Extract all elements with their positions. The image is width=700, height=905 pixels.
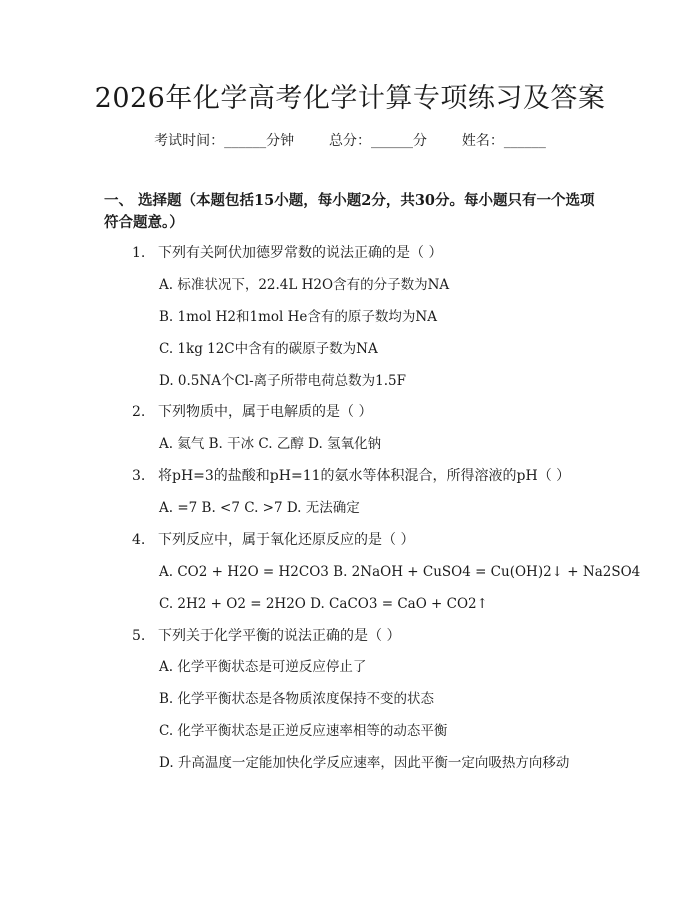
question-3-options: A. =7 B. <7 C. >7 D. 无法确定 [159,500,360,516]
name-blank: ______ [503,133,546,149]
question-4-options-ab: A. CO2 + H2O = H2CO3 B. 2NaOH + CuSO4 = Cu(OH)2↓ + Na2SO4 [159,564,641,580]
question-text: 将pH=3的盐酸和pH=11的氨水等体积混合，所得溶液的pH（ ） [158,468,571,484]
name-label: 姓名： [461,133,504,149]
question-5-option-a: A. 化学平衡状态是可逆反应停止了 [159,659,367,675]
score-blank: ______ [371,133,413,149]
question-5 [132,626,400,646]
question-2-options: A. 氦气 B. 干冰 C. 乙醇 D. 氢氧化钠 [159,436,382,452]
question-text: 下列物质中，属于电解质的是（ ） [158,404,373,420]
question-1-option-b: B. 1mol H2和1mol He含有的原子数均为NA [159,309,437,325]
question-number: 3. [132,468,146,484]
question-1-option-c: C. 1kg 12C中含有的碳原子数为NA [159,341,378,357]
section-heading: 一、 选择题（本题包括15小题，每小题2分，共30分。每小题只有一个选项符合题意。） [104,192,595,231]
question-number: 4. [132,532,146,548]
question-4 [132,530,414,550]
exam-meta-line [0,131,700,151]
question-2 [132,402,372,422]
time-blank: ______ [224,133,267,149]
question-5-option-c: C. 化学平衡状态是正逆反应速率相等的动态平衡 [159,723,448,739]
question-number: 2. [132,404,146,420]
question-text: 下列有关阿伏加德罗常数的说法正确的是（ ） [158,245,443,261]
question-1 [132,243,442,263]
time-unit: 分钟 [266,133,295,149]
question-4-options-cd: C. 2H2 + O2 = 2H2O D. CaCO3 = CaO + CO2↑ [159,596,488,612]
score-label: 总分： [329,133,371,149]
document-title: 2026年化学高考化学计算专项练习及答案 [94,83,606,114]
question-3 [132,466,570,486]
question-number: 5. [132,628,146,644]
score-unit: 分 [413,133,427,149]
question-1-option-d: D. 0.5NA个Cl-离子所带电荷总数为1.5F [159,373,407,389]
question-1-option-a: A. 标准状况下，22.4L H2O含有的分子数为NA [159,277,450,293]
question-text: 下列反应中，属于氧化还原反应的是（ ） [158,532,415,548]
question-5-option-d: D. 升高温度一定能加快化学反应速率，因此平衡一定向吸热方向移动 [159,755,570,771]
question-number: 1. [132,245,146,261]
time-label: 考试时间： [154,133,225,149]
question-5-option-b: B. 化学平衡状态是各物质浓度保持不变的状态 [159,691,435,707]
question-text: 下列关于化学平衡的说法正确的是（ ） [158,628,401,644]
